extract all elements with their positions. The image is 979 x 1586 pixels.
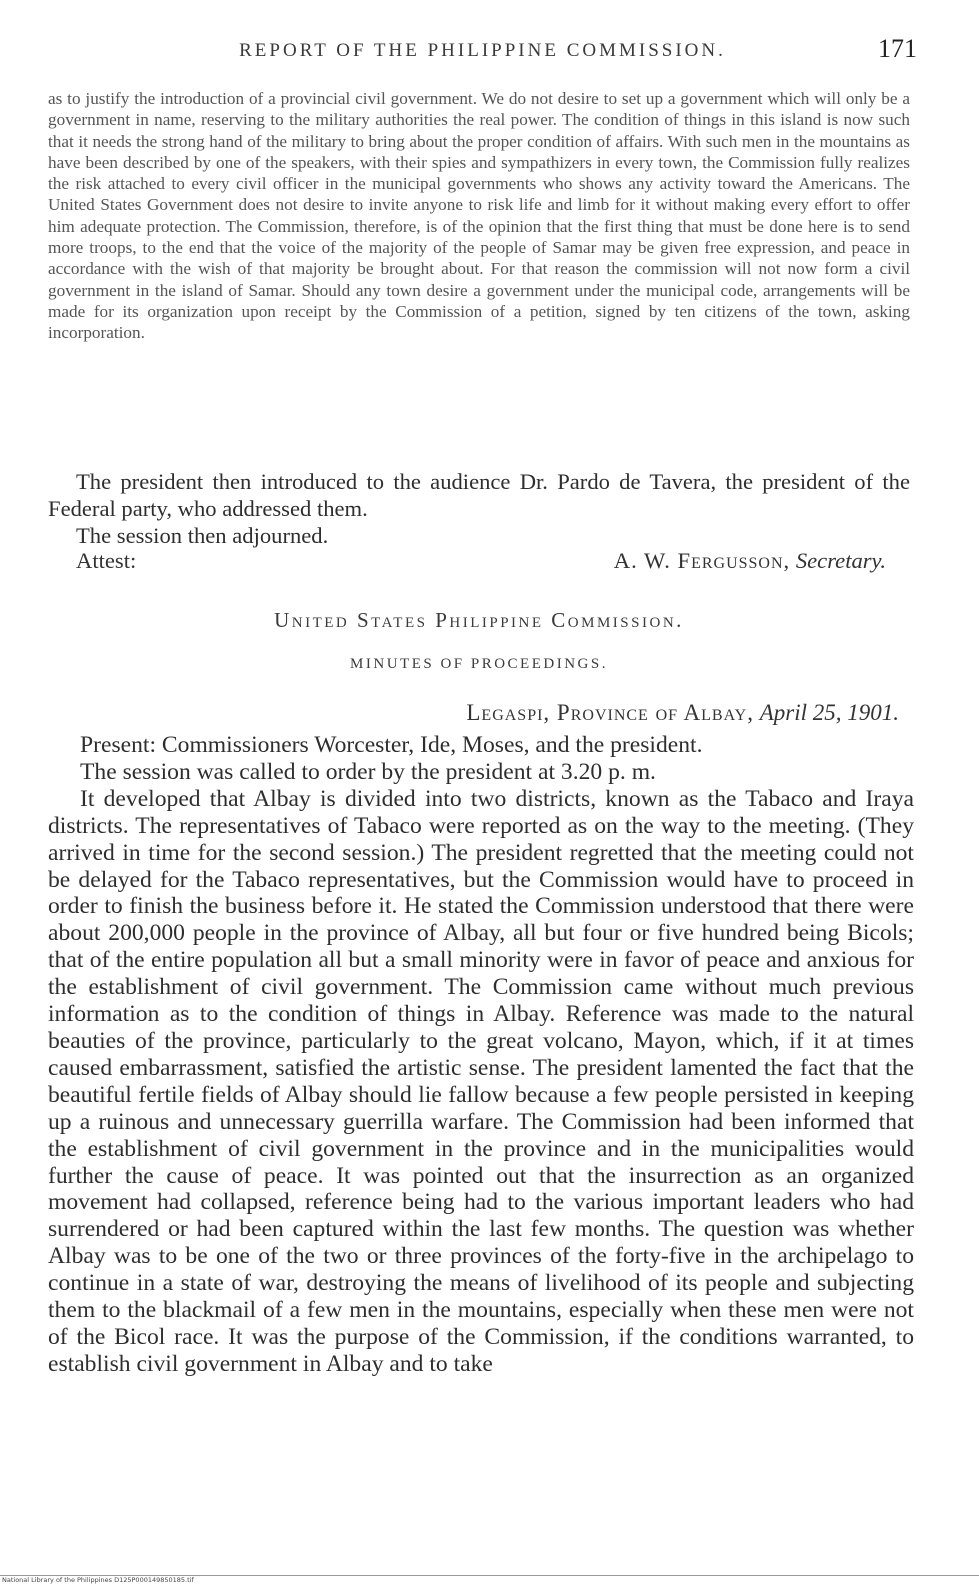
albay-discussion-paragraph: It developed that Albay is divided into two districts, known as the Tabaco and Iraya districts. The representatives of Tabaco were reported as on the way to the meeting. (They arrived in time for the second session.) The president regretted that the meeting could not be delayed for the Tabaco representatives, but the Commission would have to proceed in order to finish the business before it. He stated the Commission understood that there were about 200,000 people in the province of Albay, all but four or five hundred being Bicols; that of the entire population all but a small minority were in favor of peace and anxious for the establishment of civil government. The Commission came without much previous information as to the condition of things in Albay. Reference was made to the natural beauties of the province, particularly to the great volcano, Mayon, which, if it at times caused embarrassment, satisfied the artistic sense. The president lamented the fact that the beautiful fertile fields of Albay should lie fallow because a few people persisted in keeping up a ruinous and unnecessary guerrilla warfare. The Commission had been informed that the establishment of civil government in the province and in the municipalities would further the cause of peace. It was pointed out that the insurrection as an organized movement had collapsed, reference being had to the various important leaders who had surrendered or had been captured within the last few months. The question was whether Albay was to be one of the two or three provinces of the forty-five in the archipelago to continue in a state of war, destroying the means of livelihood of its people and subjecting them to the blackmail of a few men in the mountains, especially when these men were not of the Bicol race. It was the purpose of the Commission, if the conditions warranted, to establish civil government in Albay and to take (48, 785, 914, 1377)
attest-label: Attest: (76, 548, 137, 573)
present-paragraph: Present: Commissioners Worcester, Ide, Moses, and the president. (80, 732, 703, 758)
running-header (48, 34, 917, 68)
adjourned-paragraph: The session then adjourned. (76, 523, 329, 548)
page-number: 171 (878, 34, 917, 63)
dateline-date: April 25, 1901. (759, 700, 899, 725)
scan-footer (0, 1575, 979, 1586)
section-subheading: MINUTES OF PROCEEDINGS. (350, 656, 608, 672)
attestation (76, 548, 910, 578)
dateline (466, 700, 899, 726)
called-to-order-paragraph: The session was called to order by the president at 3.20 p. m. (80, 758, 656, 785)
continuation-paragraph: as to justify the introduction of a provincial civil government. We do not desire to set up a government which will only be a government in name, reserving to the military authorities the real power. The condition of things in this island is now such that it needs the strong hand of the military to bring about the proper condition of affairs. With such men in the mountains as have been described by one of the speakers, with their spies and sympathizers in every town, the Commission fully realizes the risk attached to every civil officer in the municipal governments who shows any activity toward the Americans. The United States Government does not desire to invite anyone to risk life and limb for it without making every effort to offer him adequate protection. The Commission, therefore, is of the opinion that the first thing that must be done here is to send more troops, to the end that the voice of the majority of the people of Samar may be given free expression, and peace in accordance with the wish of that majority be brought about. For that reason the commission will not now form a civil government in the island of Samar. Should any town desire a government under the municipal code, arrangements will be made for its organization upon receipt by the Commission of a petition, signed by ten citizens of the town, asking incorporation. (48, 89, 910, 343)
secretary-title: Secretary. (795, 548, 886, 573)
scan-note: National Library of the Philippines D125P000149850185.tif (2, 1576, 194, 1584)
minutes-body (48, 732, 914, 1378)
closing-paragraphs (48, 468, 910, 549)
secretary-name: A. W. Fergusson, (613, 548, 791, 573)
signature-line (614, 548, 886, 574)
introduction-paragraph: The president then introduced to the audience Dr. Pardo de Tavera, the president of the Federal party, who addressed them. (48, 469, 910, 521)
dateline-place: Legaspi, Province of Albay, (466, 700, 754, 725)
running-title: REPORT OF THE PHILIPPINE COMMISSION. (239, 40, 726, 61)
section-heading: United States Philippine Commission. (274, 608, 684, 632)
